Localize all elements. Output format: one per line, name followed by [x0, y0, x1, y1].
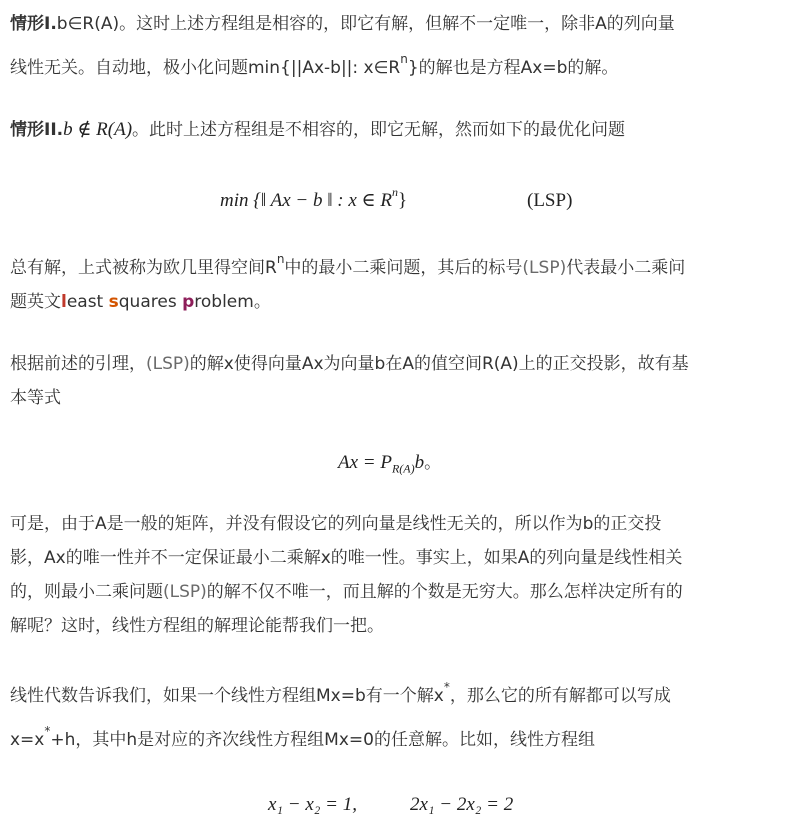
unique-line2: [10, 546, 682, 570]
lsp-sup: n: [391, 185, 398, 200]
lsp-para-line1: [10, 252, 686, 280]
case1-line2-end: }的解也是方程Ax=b的解。: [407, 58, 619, 78]
highlight-p: p: [182, 292, 195, 312]
lsp-para-text-c: 代表最小二乘问: [566, 258, 686, 278]
unique-line3: [10, 580, 683, 604]
word-quares: quares: [118, 292, 183, 312]
proj-text-b: 的解x使得向量Ax为向量b在A的值空间R(A)上的正交投影，故有基: [189, 354, 689, 374]
lsp-tag-label: (LSP): [527, 190, 573, 211]
word-roblem: roblem。: [194, 292, 271, 312]
proj-lhs: Ax = P: [338, 452, 392, 473]
case2-line: [10, 118, 625, 142]
highlight-s: s: [108, 292, 119, 312]
unique-text-1: 可是，由于A是一般的矩阵，并没有假设它的列向量是线性无关的，所以作为b的正交投: [10, 514, 662, 534]
lsp-formula: [220, 185, 408, 214]
lsp-expression: min {‖ Ax − b ‖ : x ∈ R: [220, 190, 392, 211]
case1-text: b∈R(A)。这时上述方程组是相容的，即它有解，但解不一定唯一，除非A的列向量: [56, 14, 675, 34]
linear-text-2a: x=x: [10, 730, 45, 750]
linear-text-1a: 线性代数告诉我们，如果一个线性方程组Mx=b有一个解x: [10, 686, 444, 706]
linear-line2: [10, 724, 595, 752]
unique-text-2: 影，Ax的唯一性并不一定保证最小二乘解x的唯一性。事实上，如果A的列向量是线性相关: [10, 548, 683, 568]
lsp-para-text-d: 题英文: [10, 292, 61, 312]
proj-text-a: 根据前述的引理，: [10, 354, 146, 374]
case1-line2-text: 线性无关。自动地，极小化问题min{||Ax-b||: x∈R: [10, 58, 401, 78]
case2-label: 情形II.: [10, 120, 64, 140]
proj-para-line1: [10, 352, 689, 376]
unique-line4: [10, 614, 384, 638]
unique-text-3a: 的，则最小二乘问题: [10, 582, 163, 602]
unique-line1: [10, 512, 661, 536]
system-eq1: [268, 792, 357, 818]
unique-ref-link[interactable]: (LSP): [163, 582, 207, 602]
proj-ref-link[interactable]: (LSP): [146, 354, 190, 374]
lsp-close: }: [397, 190, 408, 211]
proj-end: 。: [424, 453, 442, 473]
case2-condition: b ∉ R(A): [63, 119, 133, 140]
lsp-para-line2: [10, 290, 271, 314]
lsp-tag: [527, 188, 572, 214]
lsp-para-text-a: 总有解，上式被称为欧几里得空间R: [10, 258, 277, 278]
lsp-para-sup: n: [276, 252, 285, 267]
case1-label: 情形I.: [10, 14, 57, 34]
case1-sup-n: n: [400, 52, 408, 67]
linear-line1: [10, 680, 671, 708]
case1-line1: [10, 12, 675, 36]
linear-text-1b: ，那么它的所有解都可以写成: [449, 686, 671, 706]
linear-sup-2: *: [44, 724, 51, 739]
linear-sup-1: *: [443, 680, 450, 695]
equation-2: 2x₁ − 2x₂ = 2: [410, 794, 514, 815]
lsp-ref-link[interactable]: (LSP): [522, 258, 567, 278]
proj-rhs: b: [414, 452, 425, 473]
lsp-para-text-b: 中的最小二乘问题，其后的标号: [284, 258, 523, 278]
linear-text-2b: +h，其中h是对应的齐次线性方程组Mx=0的任意解。比如，线性方程组: [50, 730, 595, 750]
system-eq2: [410, 792, 513, 818]
proj-text-c: 本等式: [10, 388, 61, 408]
proj-sub: R(A): [391, 461, 415, 476]
unique-text-4: 解呢？这时，线性方程组的解理论能帮我们一把。: [10, 616, 384, 636]
case1-line2: [10, 52, 619, 80]
proj-formula: [338, 450, 441, 476]
highlight-l: l: [61, 292, 67, 312]
proj-para-line2: [10, 386, 61, 410]
unique-text-3b: 的解不仅不唯一，而且解的个数是无穷大。那么怎样决定所有的: [206, 582, 683, 602]
equation-1: x₁ − x₂ = 1,: [268, 794, 357, 815]
word-east: east: [66, 292, 109, 312]
case2-text: 。此时上述方程组是不相容的，即它无解，然而如下的最优化问题: [132, 120, 626, 140]
